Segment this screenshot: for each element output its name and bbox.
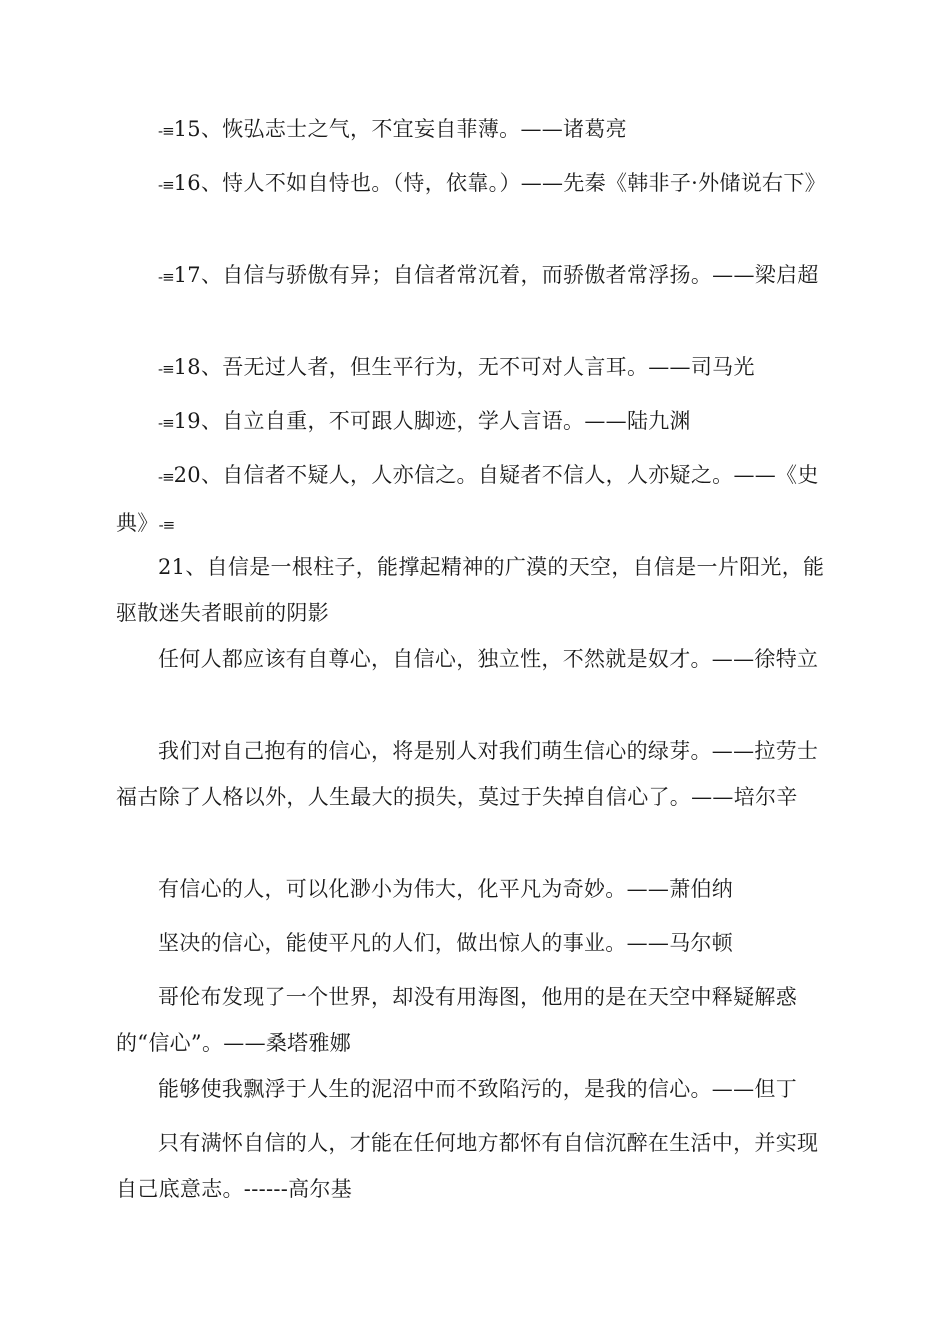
quote-paragraph bbox=[116, 452, 836, 548]
quote-paragraph bbox=[116, 106, 836, 154]
quote-text: 有信心的人，可以化渺小为伟大，化平凡为奇妙。——萧伯纳 bbox=[158, 877, 734, 901]
quote-text: 15、恢弘志士之气，不宜妄自菲薄。——诸葛亮 bbox=[173, 117, 627, 141]
list-marker-trailing: -≡ bbox=[158, 516, 175, 534]
list-marker: -≡ bbox=[158, 176, 174, 194]
quote-paragraph bbox=[116, 344, 836, 392]
quote-text: 只有满怀自信的人，才能在任何地方都怀有自信沉醉在生活中，并实现自己底意志。------高尔基 bbox=[116, 1131, 819, 1201]
quote-paragraph bbox=[116, 920, 836, 966]
quote-text: 18、吾无过人者，但生平行为，无不可对人言耳。——司马光 bbox=[173, 355, 755, 379]
list-marker: -≡ bbox=[158, 268, 174, 286]
quote-paragraph bbox=[116, 974, 836, 1066]
quote-text: 我们对自己抱有的信心，将是别人对我们萌生信心的绿芽。——拉劳士福古除了人格以外，人生最大的损失，莫过于失掉自信心了。——培尔辛 bbox=[116, 739, 819, 809]
quote-paragraph bbox=[116, 866, 836, 912]
quote-text: 16、恃人不如自恃也。（恃，依靠。）——先秦《韩非子·外储说右下》 bbox=[173, 171, 826, 195]
list-marker: -≡ bbox=[158, 468, 174, 486]
quote-paragraph bbox=[116, 1066, 836, 1112]
list-marker: -≡ bbox=[158, 414, 174, 432]
list-marker: -≡ bbox=[158, 360, 174, 378]
quote-paragraph bbox=[116, 728, 836, 820]
quote-paragraph bbox=[116, 398, 836, 446]
quote-text: 21、自信是一根柱子，能撑起精神的广漠的天空，自信是一片阳光，能驱散迷失者眼前的阴影 bbox=[116, 555, 825, 625]
quote-paragraph bbox=[116, 544, 836, 636]
list-marker: -≡ bbox=[158, 122, 174, 140]
quote-text: 20、自信者不疑人，人亦信之。自疑者不信人，人亦疑之。——《史典》 bbox=[116, 463, 819, 535]
quote-paragraph bbox=[116, 252, 836, 300]
quote-text: 任何人都应该有自尊心，自信心，独立性，不然就是奴才。——徐特立 bbox=[158, 647, 819, 671]
quote-paragraph bbox=[116, 1120, 836, 1212]
quote-paragraph bbox=[116, 636, 836, 682]
quote-text: 哥伦布发现了一个世界，却没有用海图，他用的是在天空中释疑解惑的“信心”。——桑塔雅娜 bbox=[116, 985, 797, 1055]
quote-text: 坚决的信心，能使平凡的人们，做出惊人的事业。——马尔顿 bbox=[158, 931, 734, 955]
quote-text: 能够使我飘浮于人生的泥沼中而不致陷污的，是我的信心。——但丁 bbox=[158, 1077, 797, 1101]
quote-paragraph bbox=[116, 160, 836, 208]
quote-text: 19、自立自重，不可跟人脚迹，学人言语。——陆九渊 bbox=[173, 409, 691, 433]
quote-text: 17、自信与骄傲有异；自信者常沉着，而骄傲者常浮扬。——梁启超 bbox=[173, 263, 819, 287]
